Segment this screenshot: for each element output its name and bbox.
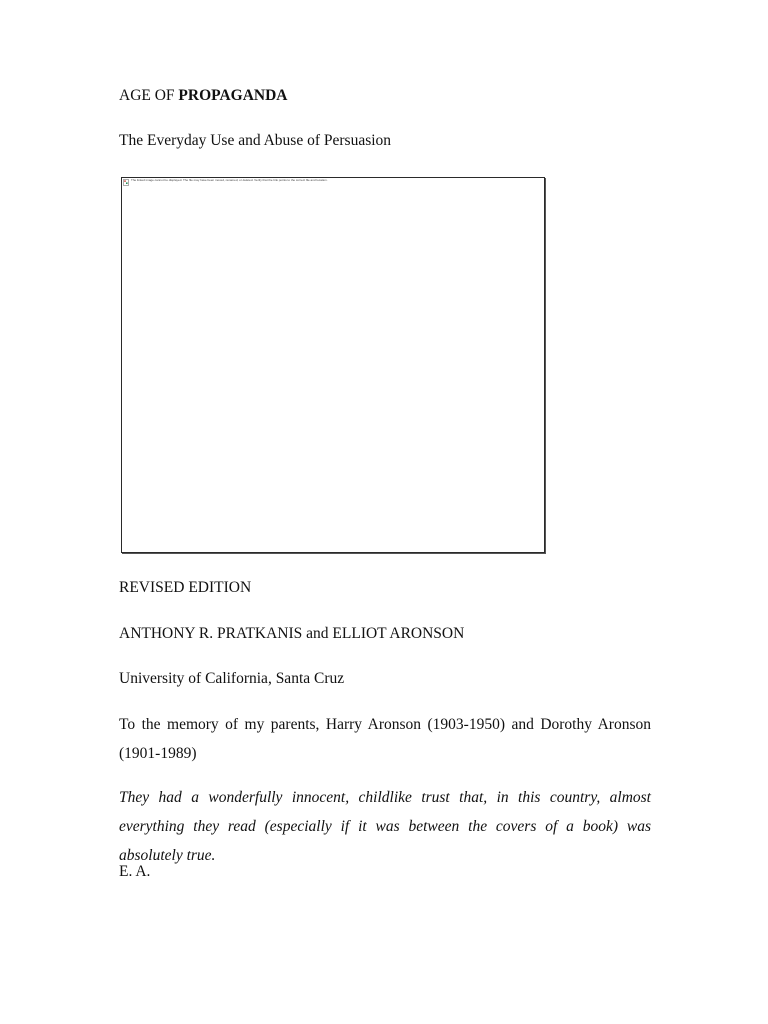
author-initials: E. A. <box>119 863 151 880</box>
dedication-paragraph: To the memory of my parents, Harry Aronson (1903-1950) and Dorothy Aronson (1901-1989) <box>119 716 651 762</box>
cover-image-placeholder <box>121 177 545 553</box>
broken-image-icon <box>123 179 129 186</box>
edition-label: REVISED EDITION <box>119 579 252 596</box>
authors: ANTHONY R. PRATKANIS and ELLIOT ARONSON <box>119 625 465 642</box>
book-title <box>119 86 287 106</box>
title-emphasis: PROPAGANDA <box>178 87 288 104</box>
affiliation: University of California, Santa Cruz <box>119 670 345 687</box>
title-prefix: AGE OF <box>119 87 175 104</box>
broken-image-message: The linked image cannot be displayed. The file may have been moved, renamed, or deleted. Verify that the link points to the correct file and location. <box>131 178 328 182</box>
dedication-quote: They had a wonderfully innocent, childlike trust that, in this country, almost everything they read (especially if it was between the covers of a book) was absolutely true. <box>119 789 651 864</box>
book-subtitle: The Everyday Use and Abuse of Persuasion <box>119 132 392 149</box>
